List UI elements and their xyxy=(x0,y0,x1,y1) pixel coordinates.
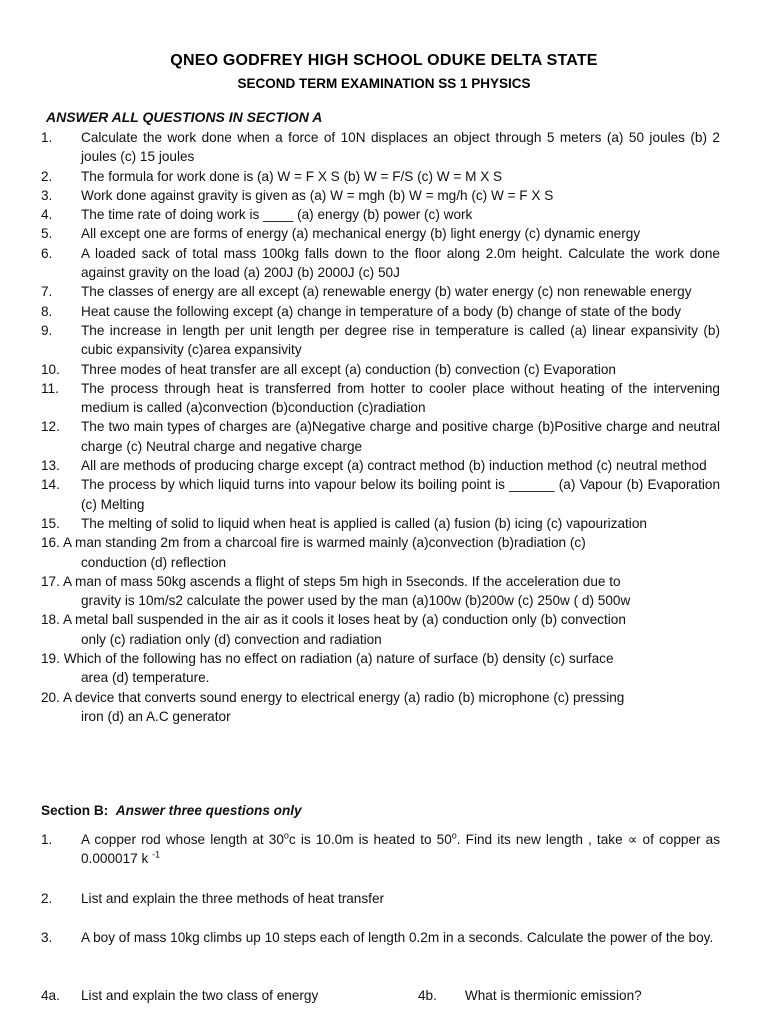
question-text: The two main types of charges are (a)Negative charge and positive charge (b)Positive charge and neutral charge (c) Neutral charge and negative charge xyxy=(81,419,720,454)
question-item xyxy=(0,321,768,360)
question-item xyxy=(0,572,768,611)
question-text-continued: conduction (d) reflection xyxy=(81,554,227,570)
question-number: 20. xyxy=(41,689,60,705)
question-4b xyxy=(418,986,642,1005)
question-item xyxy=(0,610,768,649)
question-number: 3. xyxy=(41,930,53,945)
question-number: 4b. xyxy=(418,988,437,1003)
question-text-part: . Find its new length , take ∝ of copper as 0.000017 k xyxy=(81,832,720,867)
question-text: Three modes of heat transfer are all except (a) conduction (b) convection (c) Evaporation xyxy=(81,361,616,377)
section-b-question-1 xyxy=(0,830,768,869)
question-item xyxy=(0,224,768,243)
question-text: A boy of mass 10kg climbs up 10 steps each of length 0.2m in a seconds. Calculate the power of the boy. xyxy=(81,930,714,945)
question-number: 3. xyxy=(41,187,53,203)
question-item xyxy=(0,186,768,205)
section-b-label: Section B: xyxy=(41,803,109,818)
question-number: 4a. xyxy=(41,988,60,1003)
section-b-heading xyxy=(41,803,302,818)
question-number: 8. xyxy=(41,303,53,319)
section-b-question-4 xyxy=(0,986,768,1005)
question-number: 9. xyxy=(41,322,53,338)
question-text: The formula for work done is (a) W = F X S (b) W = F/S (c) W = M X S xyxy=(81,168,503,184)
section-a-question-list xyxy=(0,128,768,726)
question-text: List and explain the three methods of heat transfer xyxy=(81,891,385,906)
question-text xyxy=(81,830,720,869)
question-text: A loaded sack of total mass 100kg falls down to the floor along 2.0m height. Calculate the work done against gravity on the load (a) 200J (b) 2000J (c) 50J xyxy=(81,245,720,281)
question-text: Which of the following has no effect on radiation (a) nature of surface (b) density (c) surface xyxy=(63,651,614,667)
question-item xyxy=(0,379,768,418)
question-item xyxy=(0,514,768,533)
question-item xyxy=(0,167,768,186)
question-number: 5. xyxy=(41,226,53,242)
question-item xyxy=(0,205,768,224)
question-text: All are methods of producing charge except (a) contract method (b) induction method (c) neutral method xyxy=(81,458,707,474)
question-number: 13. xyxy=(41,458,60,474)
section-b-question-3 xyxy=(0,928,768,947)
question-text: A man standing 2m from a charcoal fire is warmed mainly (a)convection (b)radiation (c) xyxy=(62,535,586,551)
question-item xyxy=(0,128,768,167)
question-item xyxy=(0,417,768,456)
question-number: 7. xyxy=(41,284,53,300)
question-number: 14. xyxy=(41,477,60,493)
question-item xyxy=(0,688,768,727)
question-number: 18. xyxy=(41,612,60,628)
degree-superscript: o xyxy=(283,830,289,841)
question-number: 4. xyxy=(41,207,53,223)
section-a-instruction: ANSWER ALL QUESTIONS IN SECTION A xyxy=(46,109,323,125)
question-text-part: c is 10.0m is heated to 50 xyxy=(288,832,452,847)
section-b-instruction: Answer three questions only xyxy=(115,803,302,818)
question-item xyxy=(0,649,768,688)
school-title: QNEO GODFREY HIGH SCHOOL ODUKE DELTA STATE xyxy=(170,52,598,69)
question-number: 17. xyxy=(41,573,60,589)
question-number: 16. xyxy=(41,535,60,551)
question-text-continued: area (d) temperature. xyxy=(81,670,210,686)
question-text: A man of mass 50kg ascends a flight of steps 5m high in 5seconds. If the acceleration due to xyxy=(62,573,621,589)
question-number: 1. xyxy=(41,832,53,847)
question-text: A metal ball suspended in the air as it cools it loses heat by (a) conduction only (b) convection xyxy=(62,612,626,628)
question-item xyxy=(0,302,768,321)
question-text: List and explain the two class of energy xyxy=(81,988,319,1003)
question-item xyxy=(0,456,768,475)
question-item xyxy=(0,244,768,283)
question-text-continued: iron (d) an A.C generator xyxy=(81,708,231,724)
question-text: What is thermionic emission? xyxy=(464,988,642,1003)
question-item xyxy=(0,475,768,514)
question-item xyxy=(0,282,768,301)
question-number: 11. xyxy=(41,380,59,396)
question-text: The time rate of doing work is ____ (a) energy (b) power (c) work xyxy=(81,207,473,223)
question-number: 15. xyxy=(41,515,60,531)
question-number: 6. xyxy=(41,245,53,261)
exam-title: SECOND TERM EXAMINATION SS 1 PHYSICS xyxy=(237,76,531,91)
unit-superscript: -1 xyxy=(152,849,161,860)
question-text: A device that converts sound energy to electrical energy (a) radio (b) microphone (c) pressing xyxy=(62,689,625,705)
question-text: The classes of energy are all except (a) renewable energy (b) water energy (c) non renewable energy xyxy=(81,284,692,300)
question-number: 2. xyxy=(41,168,53,184)
question-item xyxy=(0,360,768,379)
question-text: The increase in length per unit length per degree rise in temperature is called (a) linear expansivity (b) cubic expansivity (c)area expansivity xyxy=(81,322,720,358)
question-item xyxy=(0,533,768,572)
question-number: 12. xyxy=(41,419,60,435)
question-text: The process by which liquid turns into vapour below its boiling point is ______ (a) Vapour (b) Evaporation (c) Melting xyxy=(81,477,720,512)
question-text: The process through heat is transferred from hotter to cooler place without heating of the intervening medium is called (a)convection (b)conduction (c)radiation xyxy=(81,380,720,416)
question-text: Work done against gravity is given as (a) W = mgh (b) W = mg/h (c) W = F X S xyxy=(81,187,554,203)
degree-superscript: o xyxy=(451,830,457,841)
question-text: Calculate the work done when a force of 10N displaces an object through 5 meters (a) 50 joules (b) 2 joules (c) 15 joules xyxy=(81,130,720,165)
question-text: Heat cause the following except (a) change in temperature of a body (b) change of state of the body xyxy=(81,303,682,319)
question-text: The melting of solid to liquid when heat is applied is called (a) fusion (b) icing (c) vapourization xyxy=(81,515,647,531)
question-text: All except one are forms of energy (a) mechanical energy (b) light energy (c) dynamic energy xyxy=(81,226,641,242)
question-number: 19. xyxy=(41,651,60,667)
question-number: 10. xyxy=(41,361,60,377)
question-number: 2. xyxy=(41,891,53,906)
question-text-continued: gravity is 10m/s2 calculate the power used by the man (a)100w (b)200w (c) 250w ( d) 500w xyxy=(81,593,631,609)
question-number: 1. xyxy=(41,130,53,145)
question-text-continued: only (c) radiation only (d) convection and radiation xyxy=(81,631,382,647)
question-text-part: A copper rod whose length at 30 xyxy=(81,832,284,847)
section-b-question-2 xyxy=(0,889,768,908)
